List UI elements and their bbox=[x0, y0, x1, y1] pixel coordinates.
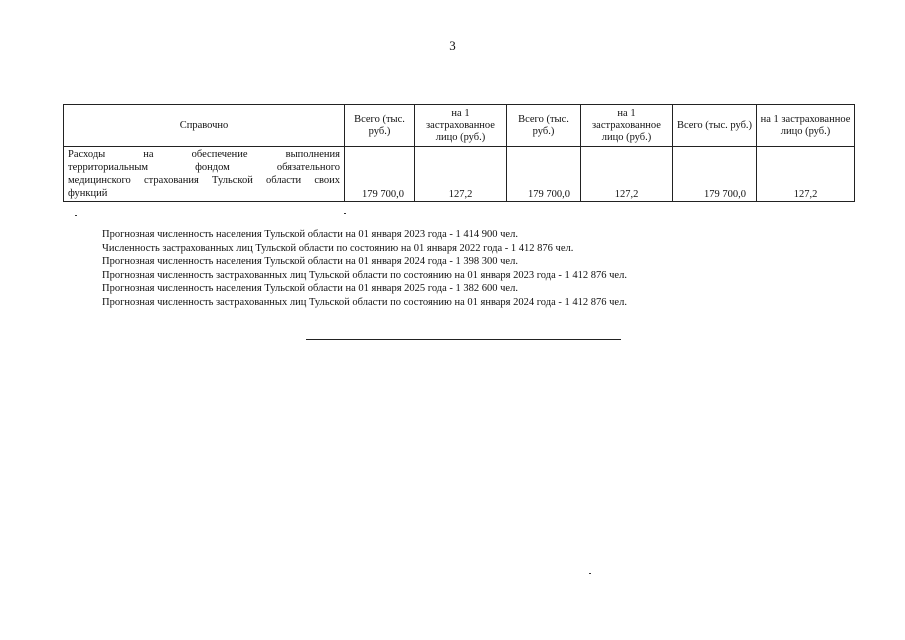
header-total-1: Всего (тыс. руб.) bbox=[345, 105, 415, 147]
row-description-line: функций bbox=[68, 188, 108, 199]
value-per-person-1: 127,2 bbox=[415, 147, 507, 202]
value-total-1: 179 700,0 bbox=[345, 147, 415, 202]
table-row bbox=[64, 147, 855, 202]
header-per-person-3: на 1 застрахованное лицо (руб.) bbox=[757, 105, 855, 147]
note-line: Прогнозная численность населения Тульской области на 01 января 2025 года - 1 382 600 чел. bbox=[102, 283, 518, 295]
row-description bbox=[64, 147, 345, 202]
note-line: Численность застрахованных лиц Тульской области по состоянию на 01 января 2022 года - 1 412 876 чел. bbox=[102, 242, 574, 254]
value-total-2: 179 700,0 bbox=[507, 147, 581, 202]
scan-speck bbox=[344, 213, 346, 214]
header-per-person-1: на 1 застрахованное лицо (руб.) bbox=[415, 105, 507, 147]
scan-speck bbox=[589, 573, 591, 574]
notes-block bbox=[102, 228, 627, 310]
note-line: Прогнозная численность застрахованных лиц Тульской области по состоянию на 01 января 2024 года - 1 412 876 чел. bbox=[102, 296, 627, 308]
value-per-person-3: 127,2 bbox=[757, 147, 855, 202]
header-total-2: Всего (тыс. руб.) bbox=[507, 105, 581, 147]
note-line: Прогнозная численность населения Тульской области на 01 января 2023 года - 1 414 900 чел. bbox=[102, 229, 518, 240]
reference-table bbox=[63, 104, 855, 202]
table-header-row bbox=[64, 105, 855, 147]
header-total-3: Всего (тыс. руб.) bbox=[673, 105, 757, 147]
header-label: Справочно bbox=[64, 105, 345, 147]
value-per-person-2: 127,2 bbox=[581, 147, 673, 202]
row-description-line: медицинского страхования Тульской области своих bbox=[68, 175, 340, 186]
row-description-line: Расходы на обеспечение выполнения bbox=[68, 149, 340, 160]
closing-rule bbox=[306, 339, 621, 340]
scan-speck bbox=[75, 215, 77, 216]
header-per-person-2: на 1 застрахованное лицо (руб.) bbox=[581, 105, 673, 147]
row-description-line: территориальным фондом обязательного bbox=[68, 162, 340, 173]
note-line: Прогнозная численность населения Тульской области на 01 января 2024 года - 1 398 300 чел. bbox=[102, 256, 518, 268]
value-total-3: 179 700,0 bbox=[673, 147, 757, 202]
page-number: 3 bbox=[449, 38, 456, 53]
note-line: Прогнозная численность застрахованных лиц Тульской области по состоянию на 01 января 2023 года - 1 412 876 чел. bbox=[102, 269, 627, 281]
